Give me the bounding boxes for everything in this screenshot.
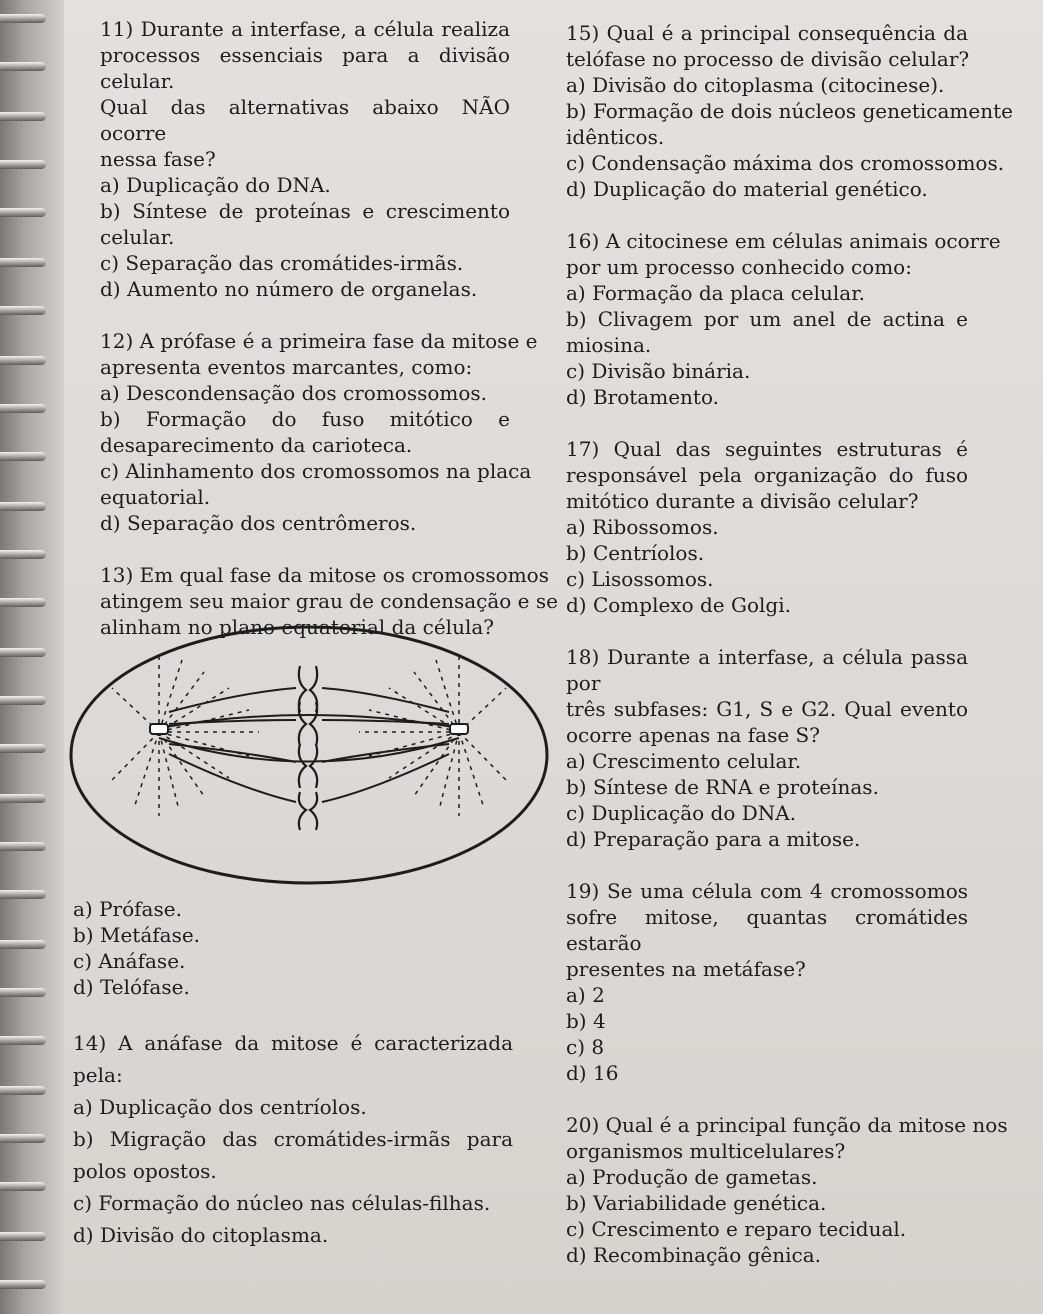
question-16-stem-line: por um processo conhecido como: (566, 255, 912, 279)
question-13-stem-line: alinham no plano equatorial da célula? (100, 615, 495, 639)
question-13-options (73, 896, 513, 1000)
question-16-option-b[interactable]: b) Clivagem por um anel de actina e (566, 307, 968, 331)
spiral-binding (0, 0, 64, 1314)
question-14-option-c[interactable]: c) Formação do núcleo nas células-filhas. (73, 1191, 491, 1215)
question-15 (566, 20, 1013, 202)
question-17-option-b[interactable]: b) Centríolos. (566, 541, 705, 565)
question-13-option-b[interactable]: b) Metáfase. (73, 923, 201, 947)
question-15-option-b-cont[interactable]: idênticos. (566, 125, 665, 149)
question-18 (566, 644, 968, 852)
question-19-stem-line: presentes na metáfase? (566, 957, 806, 981)
question-18-stem-line: três subfases: G1, S e G2. Qual evento (566, 697, 968, 721)
question-19-stem-line: 19) Se uma célula com 4 cromossomos (566, 879, 968, 903)
right-column (566, 20, 1013, 1268)
question-14-option-b[interactable]: b) Migração das cromátides-irmãs para (73, 1127, 513, 1151)
question-12-option-c[interactable]: c) Alinhamento dos cromossomos na placa (100, 459, 532, 483)
question-15-option-d[interactable]: d) Duplicação do material genético. (566, 177, 928, 201)
left-column (100, 16, 558, 640)
question-16-stem-line: 16) A citocinese em células animais ocorre (566, 229, 1001, 253)
question-20 (566, 1112, 1008, 1268)
question-14 (73, 1030, 513, 1248)
question-15-option-b[interactable]: b) Formação de dois núcleos geneticamente (566, 99, 1013, 123)
question-12-stem-line: apresenta eventos marcantes, como: (100, 355, 473, 379)
question-12-option-d[interactable]: d) Separação dos centrômeros. (100, 511, 417, 535)
question-12 (100, 328, 538, 536)
question-12-option-a[interactable]: a) Descondensação dos cromossomos. (100, 381, 488, 405)
question-16-option-b-cont[interactable]: miosina. (566, 333, 652, 357)
question-11 (100, 16, 510, 302)
left-centriole (150, 724, 168, 734)
question-17-option-a[interactable]: a) Ribossomos. (566, 515, 719, 539)
question-14-option-b-cont[interactable]: polos opostos. (73, 1159, 217, 1183)
question-11-stem-line: nessa fase? (100, 147, 216, 171)
question-18-option-b[interactable]: b) Síntese de RNA e proteínas. (566, 775, 879, 799)
question-17-stem-line: mitótico durante a divisão celular? (566, 489, 919, 513)
question-11-stem-line: 11) Durante a interfase, a célula realiza (100, 17, 510, 41)
question-11-option-a[interactable]: a) Duplicação do DNA. (100, 173, 331, 197)
question-16-option-d[interactable]: d) Brotamento. (566, 385, 719, 409)
question-11-stem-line: Qual das alternativas abaixo NÃO ocorre (100, 95, 510, 145)
question-14-stem-line: 14) A anáfase da mitose é caracterizada (73, 1031, 513, 1055)
question-19-option-b[interactable]: b) 4 (566, 1009, 606, 1033)
question-11-option-b-cont[interactable]: celular. (100, 225, 175, 249)
metaphase-cell-diagram (64, 620, 554, 890)
question-19 (566, 878, 968, 1086)
question-12-option-b-cont[interactable]: desaparecimento da carioteca. (100, 433, 413, 457)
right-centriole (450, 724, 468, 734)
left-column-lower (73, 896, 513, 1248)
question-18-option-c[interactable]: c) Duplicação do DNA. (566, 801, 797, 825)
question-15-option-a[interactable]: a) Divisão do citoplasma (citocinese). (566, 73, 945, 97)
question-13-option-c[interactable]: c) Anáfase. (73, 949, 186, 973)
cell-membrane (71, 627, 547, 883)
question-20-stem-line: 20) Qual é a principal função da mitose nos (566, 1113, 1008, 1137)
question-11-option-b[interactable]: b) Síntese de proteínas e crescimento (100, 199, 510, 223)
question-11-stem-line: processos essenciais para a divisão celular. (100, 43, 510, 93)
question-11-option-d[interactable]: d) Aumento no número de organelas. (100, 277, 478, 301)
question-12-option-c-cont[interactable]: equatorial. (100, 485, 211, 509)
kinetochore-fibers (169, 688, 449, 802)
question-13-option-a[interactable]: a) Prófase. (73, 897, 182, 921)
question-17-option-d[interactable]: d) Complexo de Golgi. (566, 593, 791, 617)
question-17-stem-line: responsável pela organização do fuso (566, 463, 968, 487)
question-12-option-b[interactable]: b) Formação do fuso mitótico e (100, 407, 510, 431)
right-aster (359, 652, 506, 816)
left-aster (112, 652, 259, 816)
question-12-stem-line: 12) A prófase é a primeira fase da mitose e (100, 329, 538, 353)
question-14-option-a[interactable]: a) Duplicação dos centríolos. (73, 1095, 367, 1119)
question-16 (566, 228, 1001, 410)
question-19-option-d[interactable]: d) 16 (566, 1061, 619, 1085)
question-15-stem-line: 15) Qual é a principal consequência da (566, 21, 968, 45)
question-19-option-a[interactable]: a) 2 (566, 983, 605, 1007)
question-13-stem-line: atingem seu maior grau de condensação e se (100, 589, 558, 613)
question-18-option-a[interactable]: a) Crescimento celular. (566, 749, 802, 773)
question-20-option-a[interactable]: a) Produção de gametas. (566, 1165, 818, 1189)
question-16-option-a[interactable]: a) Formação da placa celular. (566, 281, 865, 305)
question-13-option-d[interactable]: d) Telófase. (73, 975, 190, 999)
question-20-option-d[interactable]: d) Recombinação gênica. (566, 1243, 821, 1267)
question-19-option-c[interactable]: c) 8 (566, 1035, 605, 1059)
question-17-option-c[interactable]: c) Lisossomos. (566, 567, 714, 591)
question-17 (566, 436, 968, 618)
question-18-stem-line: ocorre apenas na fase S? (566, 723, 820, 747)
question-20-stem-line: organismos multicelulares? (566, 1139, 846, 1163)
question-14-stem-line: pela: (73, 1063, 123, 1087)
question-13-stem-line: 13) Em qual fase da mitose os cromossomos (100, 563, 549, 587)
question-15-stem-line: telófase no processo de divisão celular? (566, 47, 970, 71)
question-11-option-c[interactable]: c) Separação das cromátides-irmãs. (100, 251, 464, 275)
question-19-stem-line: sofre mitose, quantas cromátides estarão (566, 905, 968, 955)
question-20-option-c[interactable]: c) Crescimento e reparo tecidual. (566, 1217, 907, 1241)
question-18-stem-line: 18) Durante a interfase, a célula passa por (566, 645, 968, 695)
question-17-stem-line: 17) Qual das seguintes estruturas é (566, 437, 968, 461)
chromosomes (299, 666, 317, 830)
question-18-option-d[interactable]: d) Preparação para a mitose. (566, 827, 861, 851)
spindle-fiber (159, 738, 459, 762)
question-16-option-c[interactable]: c) Divisão binária. (566, 359, 751, 383)
question-20-option-b[interactable]: b) Variabilidade genética. (566, 1191, 827, 1215)
question-15-option-c[interactable]: c) Condensação máxima dos cromossomos. (566, 151, 1005, 175)
question-14-option-d[interactable]: d) Divisão do citoplasma. (73, 1223, 329, 1247)
